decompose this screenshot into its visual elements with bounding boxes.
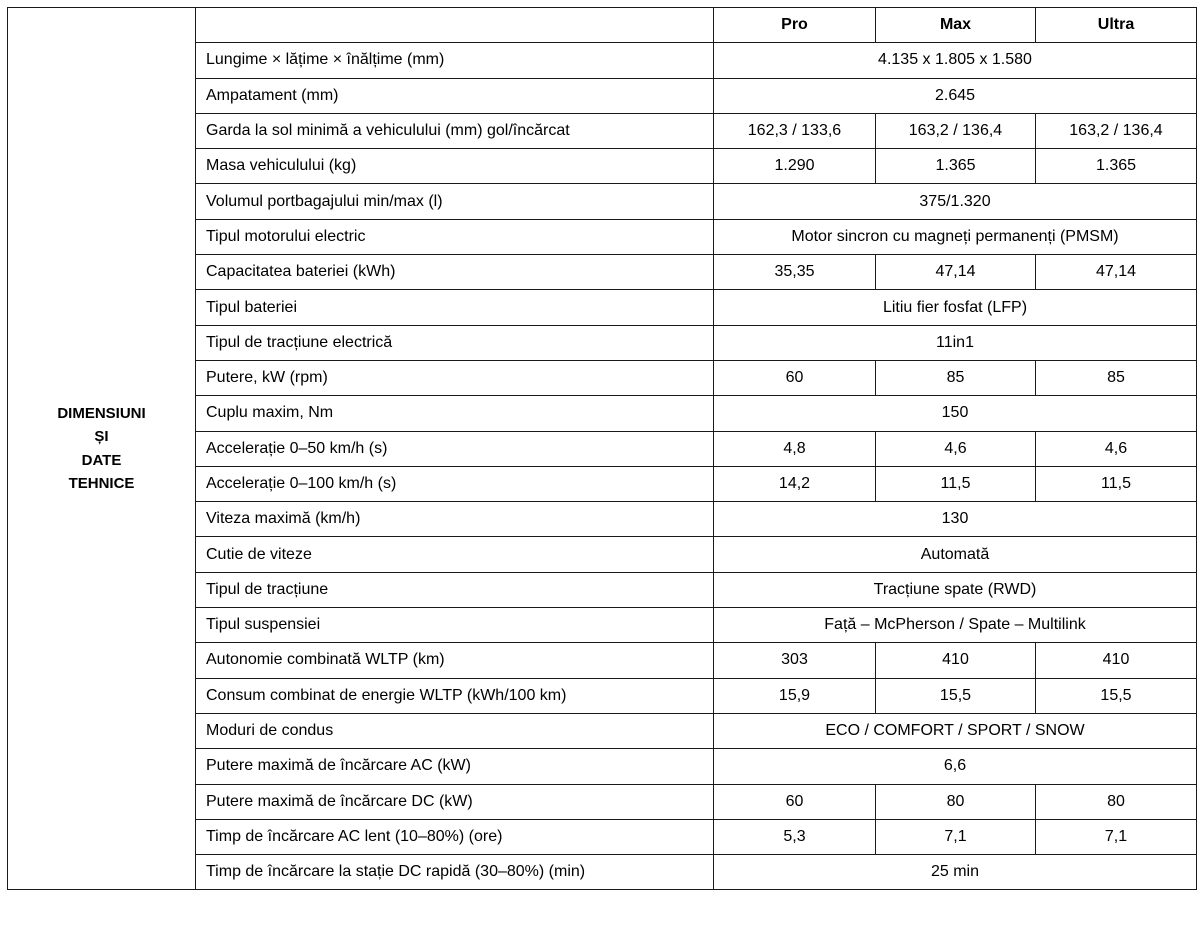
row-value-ultra: 4,6	[1036, 431, 1197, 466]
row-value-max: 11,5	[876, 466, 1036, 501]
section-label-line: ȘI	[94, 428, 109, 446]
row-value-max: 4,6	[876, 431, 1036, 466]
row-value-max: 15,5	[876, 678, 1036, 713]
row-value-all-trims: 150	[714, 396, 1197, 431]
row-label: Putere maximă de încărcare DC (kW)	[196, 784, 714, 819]
row-label: Tipul de tracțiune	[196, 572, 714, 607]
header-empty-cell	[196, 8, 714, 43]
column-header-max: Max	[876, 8, 1036, 43]
row-label: Capacitatea bateriei (kWh)	[196, 255, 714, 290]
row-label: Putere maximă de încărcare AC (kW)	[196, 749, 714, 784]
row-label: Timp de încărcare la stație DC rapidă (30–80%) (min)	[196, 855, 714, 890]
row-label: Lungime × lățime × înălțime (mm)	[196, 43, 714, 78]
row-value-pro: 35,35	[714, 255, 876, 290]
section-label-line: DATE	[81, 451, 122, 469]
row-value-pro: 4,8	[714, 431, 876, 466]
row-label: Tipul de tracțiune electrică	[196, 325, 714, 360]
row-label: Garda la sol minimă a vehiculului (mm) gol/încărcat	[196, 113, 714, 148]
row-value-ultra: 410	[1036, 643, 1197, 678]
row-value-all-trims: 375/1.320	[714, 184, 1197, 219]
row-value-ultra: 7,1	[1036, 819, 1197, 854]
row-label: Consum combinat de energie WLTP (kWh/100 km)	[196, 678, 714, 713]
row-label: Moduri de condus	[196, 713, 714, 748]
row-value-all-trims: 11in1	[714, 325, 1197, 360]
row-value-pro: 162,3 / 133,6	[714, 113, 876, 148]
row-value-max: 47,14	[876, 255, 1036, 290]
row-value-max: 80	[876, 784, 1036, 819]
row-value-pro: 60	[714, 360, 876, 395]
spec-table	[7, 7, 1197, 890]
row-value-ultra: 1.365	[1036, 149, 1197, 184]
column-header-ultra: Ultra	[1036, 8, 1197, 43]
header-row	[8, 8, 1197, 43]
row-value-max: 7,1	[876, 819, 1036, 854]
row-value-pro: 1.290	[714, 149, 876, 184]
row-value-ultra: 80	[1036, 784, 1197, 819]
column-header-pro: Pro	[714, 8, 876, 43]
row-label: Autonomie combinată WLTP (km)	[196, 643, 714, 678]
row-value-all-trims: Motor sincron cu magneți permanenți (PMSM)	[714, 219, 1197, 254]
row-label: Cutie de viteze	[196, 537, 714, 572]
row-value-all-trims: 2.645	[714, 78, 1197, 113]
row-value-ultra: 47,14	[1036, 255, 1197, 290]
row-label: Masa vehiculului (kg)	[196, 149, 714, 184]
row-label: Accelerație 0–50 km/h (s)	[196, 431, 714, 466]
row-value-all-trims: 4.135 x 1.805 x 1.580	[714, 43, 1197, 78]
row-label: Cuplu maxim, Nm	[196, 396, 714, 431]
row-label: Ampatament (mm)	[196, 78, 714, 113]
row-value-all-trims: 130	[714, 502, 1197, 537]
row-label: Volumul portbagajului min/max (l)	[196, 184, 714, 219]
row-value-pro: 5,3	[714, 819, 876, 854]
section-label	[8, 8, 196, 890]
row-label: Putere, kW (rpm)	[196, 360, 714, 395]
row-label: Tipul bateriei	[196, 290, 714, 325]
row-value-all-trims: ECO / COMFORT / SPORT / SNOW	[714, 713, 1197, 748]
section-label-line: DIMENSIUNI	[57, 405, 146, 423]
row-value-pro: 15,9	[714, 678, 876, 713]
row-value-ultra: 85	[1036, 360, 1197, 395]
row-value-max: 410	[876, 643, 1036, 678]
row-value-all-trims: 6,6	[714, 749, 1197, 784]
row-value-all-trims: Față – McPherson / Spate – Multilink	[714, 608, 1197, 643]
row-value-all-trims: Litiu fier fosfat (LFP)	[714, 290, 1197, 325]
row-value-pro: 60	[714, 784, 876, 819]
row-value-pro: 14,2	[714, 466, 876, 501]
row-value-ultra: 163,2 / 136,4	[1036, 113, 1197, 148]
row-value-ultra: 11,5	[1036, 466, 1197, 501]
row-value-ultra: 15,5	[1036, 678, 1197, 713]
row-value-pro: 303	[714, 643, 876, 678]
row-label: Tipul suspensiei	[196, 608, 714, 643]
row-value-all-trims: 25 min	[714, 855, 1197, 890]
row-label: Tipul motorului electric	[196, 219, 714, 254]
row-label: Timp de încărcare AC lent (10–80%) (ore)	[196, 819, 714, 854]
row-value-all-trims: Automată	[714, 537, 1197, 572]
section-label-line: TEHNICE	[68, 474, 135, 492]
row-label: Viteza maximă (km/h)	[196, 502, 714, 537]
row-label: Accelerație 0–100 km/h (s)	[196, 466, 714, 501]
row-value-max: 1.365	[876, 149, 1036, 184]
row-value-all-trims: Tracțiune spate (RWD)	[714, 572, 1197, 607]
row-value-max: 85	[876, 360, 1036, 395]
row-value-max: 163,2 / 136,4	[876, 113, 1036, 148]
